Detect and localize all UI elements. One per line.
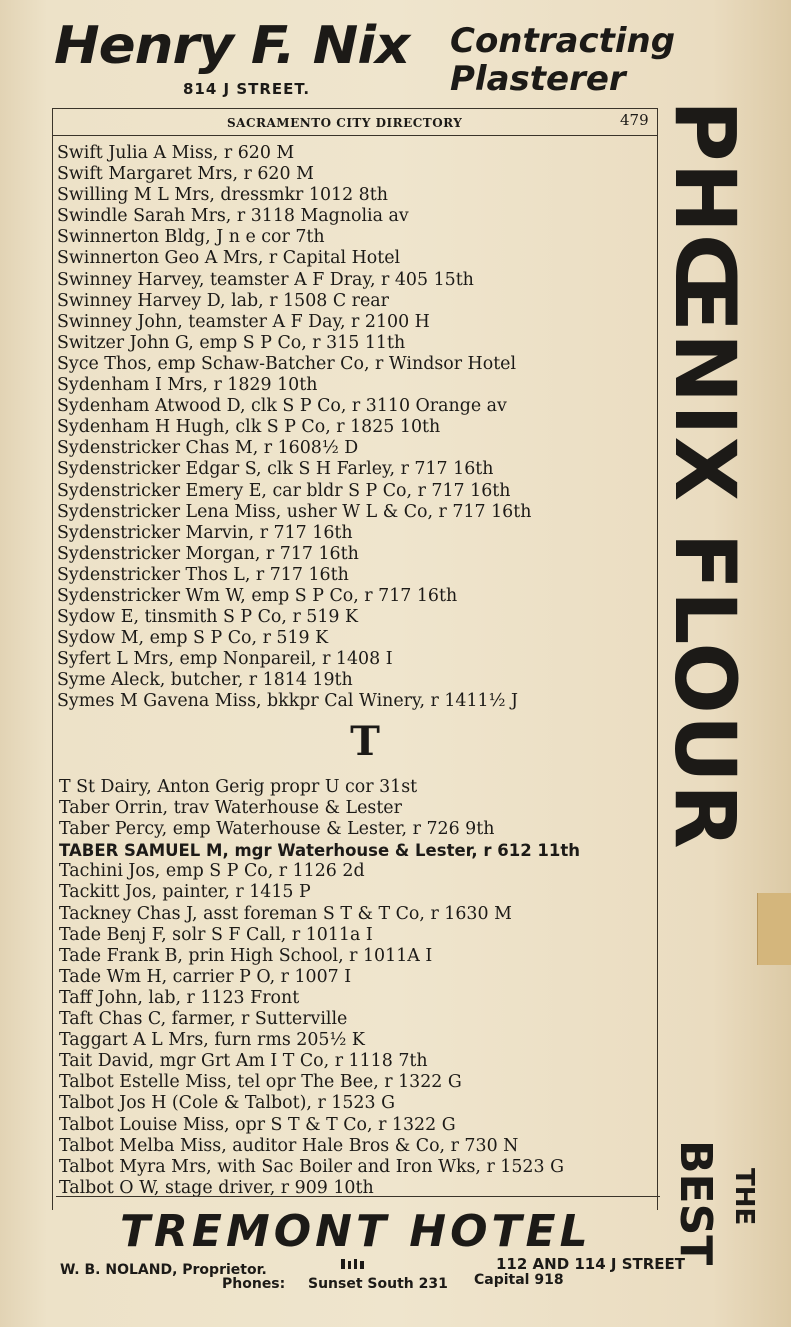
directory-entry: Swift Margaret Mrs, r 620 M xyxy=(57,164,314,185)
directory-entry: T St Dairy, Anton Gerig propr U cor 31st xyxy=(59,777,418,797)
trade-line-2: Plasterer xyxy=(450,59,626,99)
directory-entry: Swinney Harvey D, lab, r 1508 C rear xyxy=(57,290,389,311)
directory-entry: Sydenstricker Morgan, r 717 16th xyxy=(57,543,359,564)
side-ad-the: THE xyxy=(729,1168,759,1226)
directory-entry: Sydow M, emp S P Co, r 519 K xyxy=(57,628,329,649)
directory-entry: Tade Frank B, prin High School, r 1011A I xyxy=(59,945,433,966)
page-number: 479 xyxy=(620,111,649,129)
directory-entry: Syme Aleck, butcher, r 1814 19th xyxy=(57,670,353,691)
directory-entry: Tait David, mgr Grt Am I T Co, r 1118 7th xyxy=(59,1051,428,1072)
page-tab xyxy=(757,893,791,965)
directory-entry: Sydow E, tinsmith S P Co, r 519 K xyxy=(57,607,359,628)
hotel-address: 112 AND 114 J STREET xyxy=(496,1255,686,1273)
directory-entry: Sydenstricker Thos L, r 717 16th xyxy=(57,564,349,585)
directory-entry: Tackitt Jos, painter, r 1415 P xyxy=(59,882,311,903)
directory-entry: Tade Wm H, carrier P O, r 1007 I xyxy=(59,966,352,987)
directory-entry: Sydenham Atwood D, clk S P Co, r 3110 Orange av xyxy=(57,396,507,417)
directory-entry: Symes M Gavena Miss, bkkpr Cal Winery, r 1411½ J xyxy=(57,691,518,712)
directory-entry: Talbot Estelle Miss, tel opr The Bee, r 1322 G xyxy=(59,1072,462,1093)
phones-label: Phones: xyxy=(222,1276,286,1292)
entries-s-list xyxy=(57,143,657,771)
top-advertisement xyxy=(40,10,720,105)
directory-entry: Taff John, lab, r 1123 Front xyxy=(59,987,300,1008)
directory-entry: Taggart A L Mrs, furn rms 205½ K xyxy=(59,1030,365,1051)
proprietor: W. B. NOLAND, Proprietor. xyxy=(60,1262,267,1278)
directory-entry: Taber Orrin, trav Waterhouse & Lester xyxy=(59,798,402,819)
directory-entry: Sydenham H Hugh, clk S P Co, r 1825 10th xyxy=(57,417,441,438)
running-head xyxy=(53,108,657,136)
section-letter-heading: T xyxy=(350,717,380,765)
ornament-icon xyxy=(340,1258,366,1270)
advertiser-street: 814 J STREET. xyxy=(183,80,311,98)
directory-entry: Sydenstricker Lena Miss, usher W L & Co, r 717 16th xyxy=(57,501,532,522)
advertiser-name: Henry F. Nix xyxy=(54,16,410,76)
directory-entry: Talbot Myra Mrs, with Sac Boiler and Iron Wks, r 1523 G xyxy=(59,1156,564,1177)
side-ad-main: PHŒNIX FLOUR xyxy=(656,100,754,850)
directory-entry: Syce Thos, emp Schaw-Batcher Co, r Windsor Hotel xyxy=(57,353,517,374)
phone-sunset: Sunset South 231 xyxy=(308,1276,448,1292)
directory-entry: Talbot Melba Miss, auditor Hale Bros & Co, r 730 N xyxy=(59,1135,519,1156)
entries-t-list xyxy=(59,777,659,1199)
directory-entry: Sydenstricker Wm W, emp S P Co, r 717 16th xyxy=(57,585,458,606)
directory-entry: Swinnerton Bldg, J n e cor 7th xyxy=(57,227,325,248)
directory-entry: Taft Chas C, farmer, r Sutterville xyxy=(59,1009,348,1030)
directory-entry: Switzer John G, emp S P Co, r 315 11th xyxy=(57,332,406,353)
directory-entry: Taber Percy, emp Waterhouse & Lester, r 726 9th xyxy=(59,819,495,840)
directory-entry: Sydenstricker Chas M, r 1608½ D xyxy=(57,438,359,459)
directory-entry: Sydenstricker Emery E, car bldr S P Co, r 717 16th xyxy=(57,480,511,501)
directory-entry: Sydenham I Mrs, r 1829 10th xyxy=(57,375,318,396)
directory-entry: Swilling M L Mrs, dressmkr 1012 8th xyxy=(57,185,388,206)
side-ad-best: BEST xyxy=(670,1140,721,1266)
directory-entry: Sydenstricker Marvin, r 717 16th xyxy=(57,522,353,543)
bottom-advertisement xyxy=(40,1200,740,1320)
trade-line-1: Contracting xyxy=(450,21,676,61)
hotel-name: TREMONT HOTEL xyxy=(120,1206,592,1257)
directory-entry: Tade Benj F, solr S F Call, r 1011a I xyxy=(59,924,373,945)
directory-entry: Swinnerton Geo A Mrs, r Capital Hotel xyxy=(57,248,401,269)
directory-entry: Tachini Jos, emp S P Co, r 1126 2d xyxy=(59,861,365,882)
directory-frame xyxy=(52,108,658,1210)
side-advertisement xyxy=(656,100,759,1266)
directory-entry: Swinney Harvey, teamster A F Dray, r 405 15th xyxy=(57,269,474,290)
directory-entry: Tackney Chas J, asst foreman S T & T Co, r 1630 M xyxy=(59,903,512,924)
directory-entry: Swinney John, teamster A F Day, r 2100 H xyxy=(57,311,430,332)
bottom-divider xyxy=(56,1196,660,1197)
advertiser-trade xyxy=(450,22,675,98)
directory-entry: Talbot O W, stage driver, r 909 10th xyxy=(59,1177,374,1198)
directory-entry: Talbot Jos H (Cole & Talbot), r 1523 G xyxy=(59,1093,395,1114)
directory-entry: Sydenstricker Edgar S, clk S H Farley, r 717 16th xyxy=(57,459,494,480)
phone-capital: Capital 918 xyxy=(474,1272,564,1288)
directory-entry: Swift Julia A Miss, r 620 M xyxy=(57,143,295,163)
directory-title: SACRAMENTO CITY DIRECTORY xyxy=(227,116,463,130)
directory-entry-featured: TABER SAMUEL M, mgr Waterhouse & Lester, r 612 11th xyxy=(59,841,581,861)
directory-entry: Talbot Louise Miss, opr S T & T Co, r 1322 G xyxy=(59,1114,456,1135)
directory-entry: Syfert L Mrs, emp Nonpareil, r 1408 I xyxy=(57,649,393,670)
directory-entry: Swindle Sarah Mrs, r 3118 Magnolia av xyxy=(57,206,409,227)
